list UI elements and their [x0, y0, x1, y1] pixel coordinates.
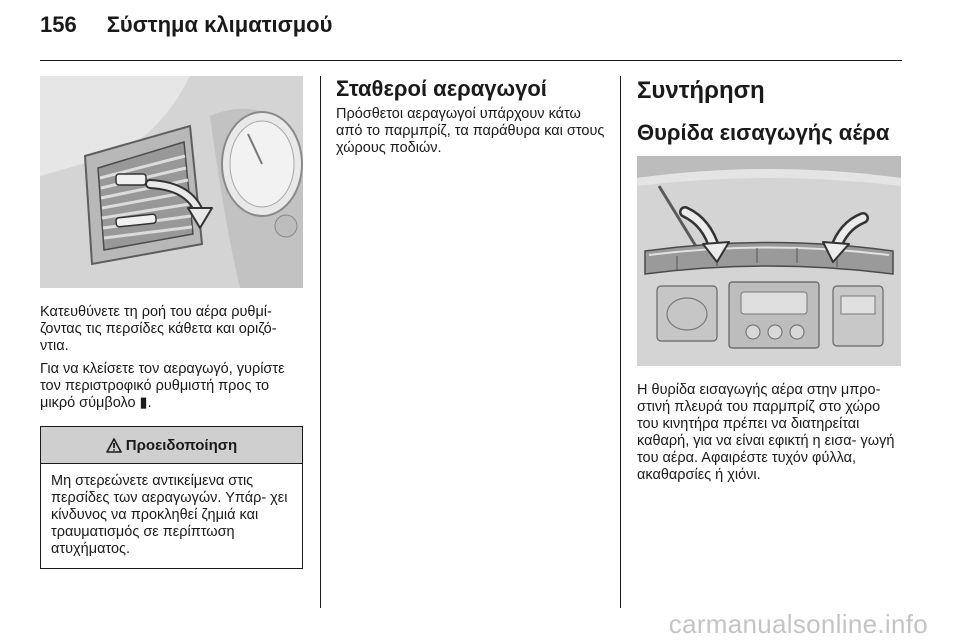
- page-header: [40, 12, 332, 48]
- column-divider-left: [320, 76, 321, 608]
- section-title: Σύστημα κλιματισμού: [106, 12, 333, 37]
- paragraph-vent-close: Για να κλείσετε τον αεραγωγό, γυρίστε τον περιστροφικό ρυθμιστή προς το μικρό σύμβολο ▮.: [40, 361, 285, 411]
- left-column: [40, 76, 303, 569]
- warning-text: Μη στερεώνετε αντικείμενα στις περσίδες των αεραγωγών. Υπάρ- χει κίνδυνος να προκληθεί ζημιά και τραυματισμός σε περίπτωση ατυχήματος.: [51, 473, 288, 557]
- warning-triangle-icon: [106, 438, 122, 453]
- column-divider-right: [620, 76, 621, 608]
- page-number: 156: [40, 12, 77, 37]
- middle-column: [336, 76, 606, 157]
- warning-header: [41, 427, 302, 464]
- air-intake-heading: Θυρίδα εισαγωγής αέρα: [637, 120, 890, 145]
- maintenance-heading: Συντήρηση: [637, 77, 765, 104]
- warning-body: [41, 464, 302, 568]
- paragraph-vent-direction: Κατευθύνετε τη ροή του αέρα ρυθμί- ζοντας τις περσίδες κάθετα και οριζό- ντια.: [40, 304, 277, 354]
- air-vent-illustration: [40, 76, 303, 288]
- air-intake-paragraph: Η θυρίδα εισαγωγής αέρα στην μπρο- στινή πλευρά του παρμπρίζ στο χώρο του κινητήρα πρέπει να διατηρείται καθαρή, για να είναι εφικτή η εισα- γωγή του αέρα. Αφαιρέστε τυχόν φύλλα, ακαθαρσίες ή χιόνι.: [637, 382, 895, 483]
- watermark: carmanualsonline.info: [668, 609, 928, 639]
- engine-bay-illustration: [637, 156, 901, 366]
- header-rule: [40, 60, 902, 61]
- fixed-vents-heading: Σταθεροί αεραγωγοί: [336, 76, 547, 101]
- warning-box: [40, 426, 303, 569]
- warning-title: Προειδοποίηση: [125, 436, 238, 454]
- fixed-vents-paragraph: Πρόσθετοι αεραγωγοί υπάρχουν κάτω από το παρμπρίζ, τα παράθυρα και στους χώρους ποδιών.: [336, 106, 605, 156]
- right-column: [637, 76, 901, 484]
